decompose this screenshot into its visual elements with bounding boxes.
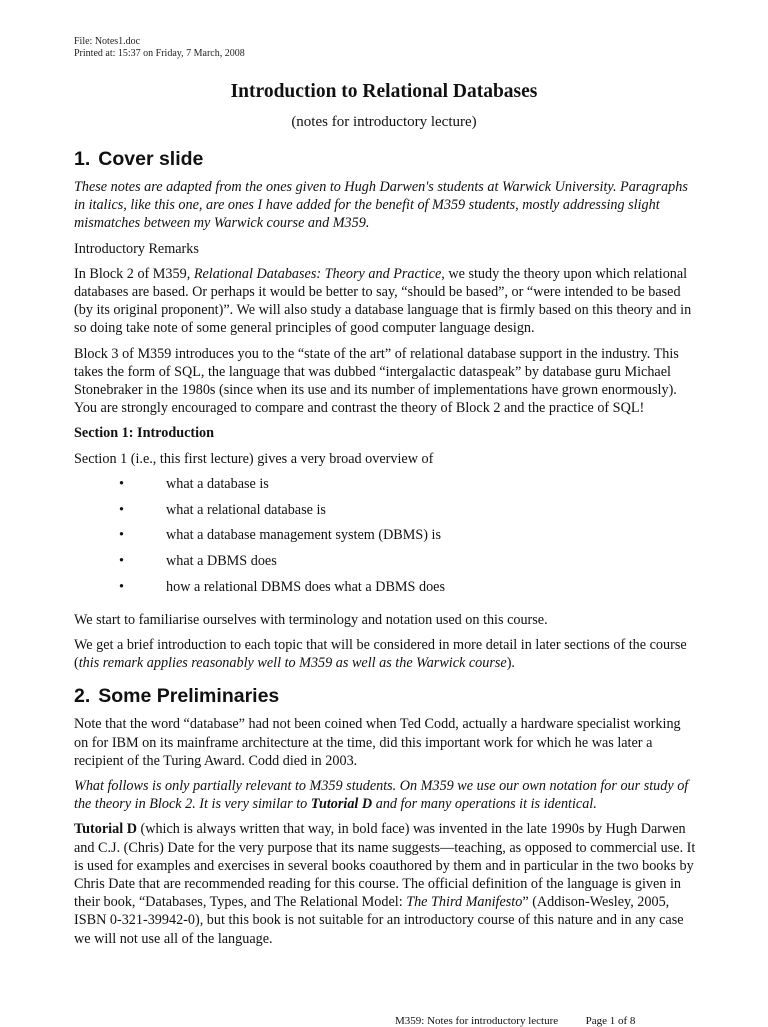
page-subtitle: (notes for introductory lecture) — [291, 114, 477, 130]
footer-page-number: Page 1 of 8 — [585, 1015, 636, 1027]
section-1-subheading: Section 1: Introduction — [74, 425, 215, 442]
block2-paragraph: In Block 2 of M359, Relational Databases: Theory and Practice, we study the theory upon which relational databases are based. Or perhaps it would be better to say, “should be based”, or “were intended to be based (by its original proponent)”. We will also study a database language that is firmly based on this theory and in so doing take note of some general principles of good computer language design. — [74, 265, 692, 337]
list-item: • what a database management system (DBMS) is — [119, 527, 442, 544]
intro-remarks-label: Introductory Remarks — [74, 240, 199, 257]
tutorial-d-term: Tutorial D — [310, 796, 373, 813]
bullet-icon: • — [119, 501, 124, 518]
footer-course-label: M359: Notes for introductory lecture — [395, 1015, 559, 1027]
section-1-number: 1. — [74, 148, 91, 170]
section-1-title: Cover slide — [98, 148, 204, 170]
bullet-icon: • — [119, 579, 124, 596]
file-name-line: File: Notes1.doc — [74, 36, 141, 47]
page-title: Introduction to Relational Databases — [230, 81, 538, 102]
italic-note-paragraph: These notes are adapted from the ones given to Hugh Darwen's students at Warwick University. Paragraphs in italics, like this one, are ones I have added for the benefit of M359 students, mostly addressing slight mismatches between my Warwick course and M359. — [74, 179, 688, 232]
section-2-title: Some Preliminaries — [98, 685, 280, 708]
section-2-number: 2. — [74, 685, 91, 708]
bullet-icon: • — [119, 553, 124, 570]
printed-at-line: Printed at: 15:37 on Friday, 7 March, 2008 — [74, 48, 245, 59]
overview-paragraph: Section 1 (i.e., this first lecture) gives a very broad overview of — [74, 450, 434, 467]
list-item: • how a relational DBMS does what a DBMS does — [119, 579, 445, 596]
third-manifesto-title: The Third Manifesto — [406, 894, 523, 911]
block2-book-title: Relational Databases: Theory and Practice — [193, 265, 442, 282]
familiarise-paragraph: We start to familiarise ourselves with terminology and notation used on this course. — [74, 611, 548, 628]
section-1-heading — [74, 147, 696, 171]
document-body — [74, 147, 696, 955]
overview-bullet-list — [74, 475, 696, 604]
block3-paragraph: Block 3 of M359 introduces you to the “state of the art” of relational database support in the industry. This takes the form of SQL, the language that was dubbed “intergalactic dataspeak” by database guru Michael Stonebraker in the 1980s (since when its use and its number of implementations have grown enormously). You are strongly encouraged to compare and contrast the theory of Block 2 and the practice of SQL! — [74, 345, 679, 417]
m359-relevance-paragraph: What follows is only partially relevant to M359 students. On M359 we use our own notation for our study of the theory in Block 2. It is very similar to Tutorial D and for many operations it is identical. — [74, 778, 689, 813]
document-header — [74, 36, 245, 60]
list-item: • what a DBMS does — [119, 553, 277, 570]
section-2-heading — [74, 684, 696, 708]
list-item: • what a database is — [119, 475, 269, 492]
brief-introduction-paragraph: We get a brief introduction to each topic that will be considered in more detail in later sections of the course (this remark applies reasonably well to M359 as well as the Warwick course). — [74, 637, 687, 672]
codd-paragraph: Note that the word “database” had not been coined when Ted Codd, actually a hardware specialist working on for IBM on its mainframe architecture at the time, did this important work for which he was later a recipient of the Turing Award. Codd died in 2003. — [74, 716, 681, 769]
bullet-icon: • — [119, 475, 124, 492]
tutorial-d-term: Tutorial D — [74, 821, 137, 838]
tutorial-d-paragraph: Tutorial D (which is always written that way, in bold face) was invented in the late 1990s by Hugh Darwen and C.J. (Chris) Date for the very purpose that its name suggests—teaching, as opposed to commercial use. It is used for examples and exercises in several books coauthored by them and in particular in the two books by Chris Date that are recommended reading for this course. The official definition of the language is given in their book, “Databases, Types, and The Relational Model: The Third Manifesto” (Addison-Wesley, 2005, ISBN 0-321-39942-0), but this book is not suitable for an introductory course of this nature and in any case we will not use all of the language. — [74, 821, 696, 947]
list-item: • what a relational database is — [119, 501, 326, 518]
page-footer — [395, 1015, 635, 1027]
bullet-icon: • — [119, 527, 124, 544]
